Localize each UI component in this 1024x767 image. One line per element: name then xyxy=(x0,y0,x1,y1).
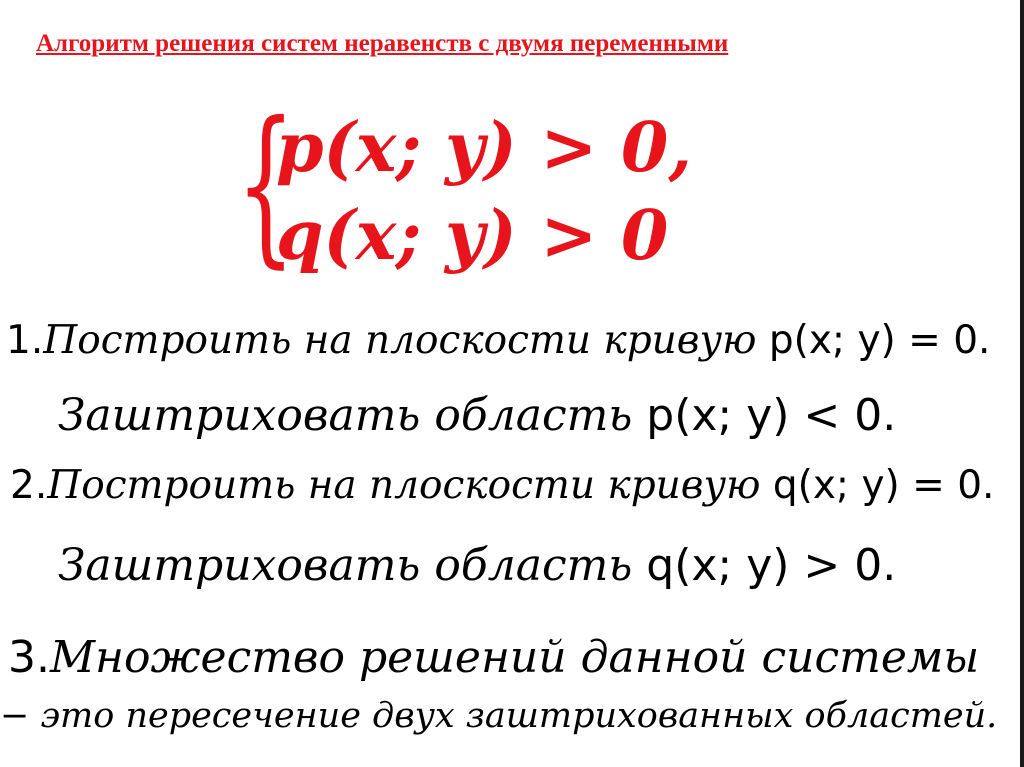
inequality-system xyxy=(236,86,716,290)
system-brace: { xyxy=(236,86,296,284)
inequality-1: p(x; y) > 0, xyxy=(276,108,693,188)
right-border xyxy=(1020,0,1024,767)
step-text: − это пересечение двух заштрихованных областей. xyxy=(0,696,998,736)
step-math: q(x; y) > 0. xyxy=(646,540,897,591)
step-2-line-2 xyxy=(58,540,896,591)
step-text: Множество решений данной системы xyxy=(49,632,980,683)
step-text: Построить на плоскости кривую xyxy=(47,463,761,508)
step-3-line-1 xyxy=(8,632,979,683)
step-3-line-2 xyxy=(0,696,997,736)
step-text: Заштриховать область xyxy=(58,540,633,591)
step-1-line-1 xyxy=(6,318,990,363)
step-number: 1. xyxy=(6,318,44,363)
step-math: q(x; y) = 0. xyxy=(772,463,995,508)
step-number: 2. xyxy=(10,463,48,508)
step-number: 3. xyxy=(8,632,50,683)
step-text: Построить на плоскости кривую xyxy=(43,318,757,363)
step-1-line-2 xyxy=(58,390,896,441)
step-math: p(x; y) = 0. xyxy=(768,318,991,363)
step-text: Заштриховать область xyxy=(58,390,633,441)
inequality-2: q(x; y) > 0 xyxy=(276,196,669,276)
step-2-line-1 xyxy=(10,463,994,508)
step-math: p(x; y) < 0. xyxy=(646,390,897,441)
page-title: Алгоритм решения систем неравенств с двумя переменными xyxy=(36,30,729,57)
